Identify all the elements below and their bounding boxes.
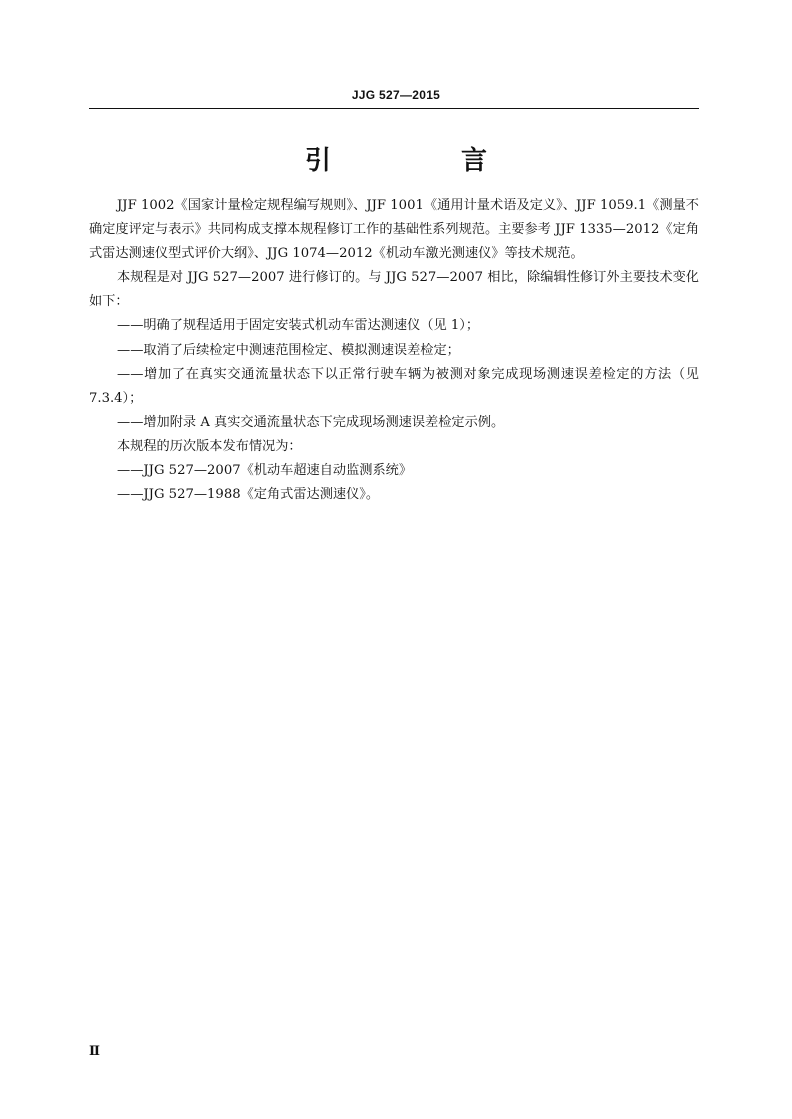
page-number: Ⅱ xyxy=(89,1044,100,1059)
main-content xyxy=(89,194,699,507)
paragraph-revision-intro: 本规程是对 JJG 527—2007 进行修订的。与 JJG 527—2007 相比，除编辑性修订外主要技术变化如下： xyxy=(89,270,699,310)
change-item-added-method: ——增加了在真实交通流量状态下以正常行驶车辆为被测对象完成现场测速误差检定的方法（见 7.3.4）； xyxy=(89,366,699,406)
change-item-removed: ——取消了后续检定中测速范围检定、模拟测速误差检定； xyxy=(117,342,460,358)
change-item-scope: ——明确了规程适用于固定安装式机动车雷达测速仪（见 1）； xyxy=(117,318,480,334)
history-item-1988: ——JJG 527—1988《定角式雷达测速仪》。 xyxy=(117,487,380,503)
paragraph-references: JJF 1002《国家计量检定规程编写规则》、JJF 1001《通用计量术语及定义》、JJF 1059.1《测量不确定度评定与表示》共同构成支撑本规程修订工作的基础性系列规范。主要参考 JJF 1335—2012《定角式雷达测速仪型式评价大纲》、JJG 1074—2012《机动车激光测速仪》等技术规范。 xyxy=(89,198,699,262)
document-code-header: JJG 527—2015 xyxy=(351,88,441,102)
history-item-2007: ——JJG 527—2007《机动车超速自动监测系统》 xyxy=(117,463,413,479)
header-rule xyxy=(89,108,699,109)
page-title: 引 言 xyxy=(304,146,539,176)
change-item-appendix: ——增加附录 A 真实交通流量状态下完成现场测速误差检定示例。 xyxy=(117,414,505,430)
paragraph-history-intro: 本规程的历次版本发布情况为： xyxy=(117,438,302,454)
